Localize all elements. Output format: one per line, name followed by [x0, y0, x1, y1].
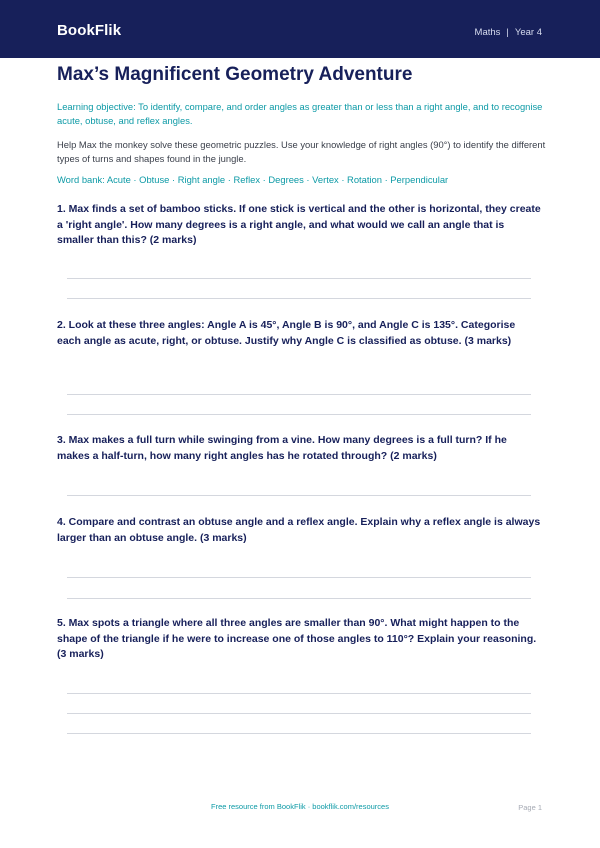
- answer-line[interactable]: [67, 693, 531, 694]
- worksheet-title: Max’s Magnificent Geometry Adventure: [57, 64, 413, 85]
- question-3: 3. Max makes a full turn while swinging from a vine. How many degrees is a full turn? If he makes a half-turn, how many right angles has he rotated through? (2 marks): [57, 434, 507, 462]
- answer-line[interactable]: [67, 278, 531, 279]
- question-4: 4. Compare and contrast an obtuse angle and a reflex angle. Explain why a reflex angle is always larger than an obtuse angle. (3 marks): [57, 516, 541, 544]
- breadcrumb-separator: |: [506, 27, 509, 38]
- word-bank: Word bank: Acute · Obtuse · Right angle · Reflex · Degrees · Vertex · Rotation · Perpendicular: [57, 174, 449, 185]
- answer-line[interactable]: [67, 733, 531, 734]
- answer-line[interactable]: [67, 577, 531, 578]
- breadcrumb-subject[interactable]: Maths: [474, 27, 501, 38]
- answer-line[interactable]: [67, 414, 531, 415]
- answer-line[interactable]: [67, 598, 531, 599]
- answer-line[interactable]: [67, 495, 531, 496]
- header-bar: [0, 0, 600, 58]
- breadcrumb-year[interactable]: Year 4: [514, 27, 542, 38]
- breadcrumb: [475, 27, 542, 38]
- learning-objective: Learning objective: To identify, compare, and order angles as greater than or less than a right angle, and to recognise acute, obtuse, and reflex angles.: [57, 101, 543, 126]
- brand-logo[interactable]: BookFlik: [57, 22, 122, 39]
- intro-text: Help Max the monkey solve these geometric puzzles. Use your knowledge of right angles (90°) to identify the different types of turns and shapes found in the jungle.: [57, 139, 546, 164]
- footer-link[interactable]: Free resource from BookFlik · bookflik.com/resources: [211, 802, 389, 811]
- answer-line[interactable]: [67, 713, 531, 714]
- question-1: 1. Max finds a set of bamboo sticks. If one stick is vertical and the other is horizontal, they create a 'right angle'. How many degrees is a right angle, and what would we call an angle that is smaller than this? (2 marks): [57, 203, 541, 246]
- question-2: 2. Look at these three angles: Angle A is 45°, Angle B is 90°, and Angle C is 135°. Categorise each angle as acute, right, or obtuse. Justify why Angle C is classified as obtuse. (3 marks): [57, 319, 516, 347]
- answer-line[interactable]: [67, 394, 531, 395]
- answer-line[interactable]: [67, 298, 531, 299]
- page-number: Page 1: [518, 803, 542, 812]
- question-5: 5. Max spots a triangle where all three angles are smaller than 90°. What might happen to the shape of the triangle if he were to increase one of those angles to 110°? Explain your reasoning. (3 marks): [57, 617, 537, 660]
